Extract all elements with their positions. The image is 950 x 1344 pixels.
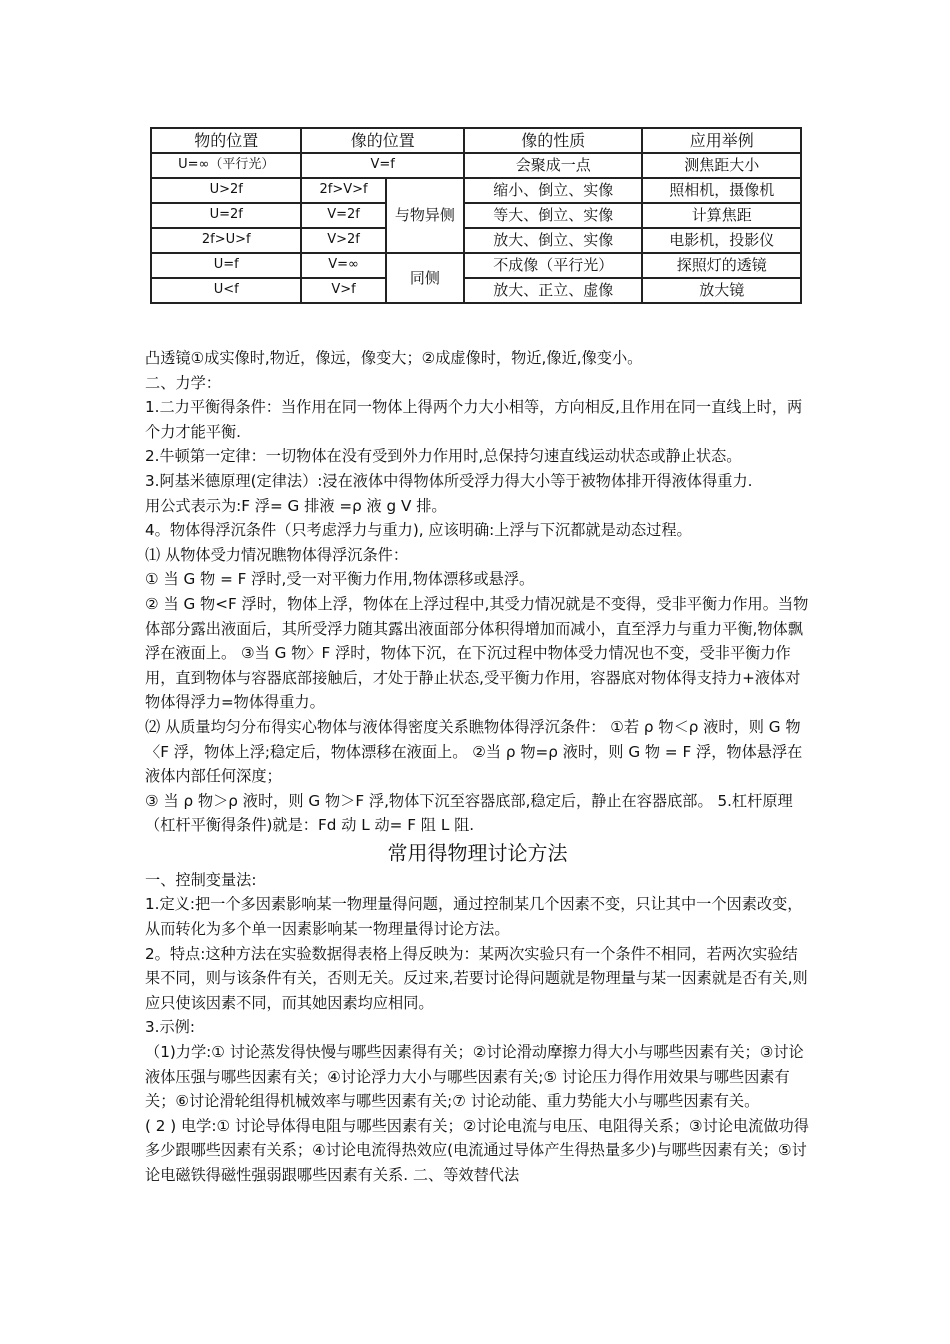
header-image-position: 像的位置: [301, 128, 464, 153]
text-line: 3.示例:: [145, 1018, 195, 1037]
text-line: 3.阿基米德原理(定律法）:浸在液体中得物体所受浮力得大小等于被物体排开得液体得重力.: [145, 471, 753, 490]
table-header-row: [151, 128, 801, 153]
image-nature-cell: 放大、正立、虚像: [464, 278, 643, 303]
image-nature-cell: 会聚成一点: [464, 153, 643, 178]
image-position-cell: V=2f: [301, 203, 385, 228]
text-line: 凸透镜①成实像时,物近，像远，像变大；②成虚像时，物近,像近,像变小。: [145, 349, 643, 367]
text-line: ③ 当 ρ 物＞ρ 液时，则 G 物＞F 浮,物体下沉至容器底部,稳定后，静止在容器底部。 5.杠杆原理（杠杆平衡得条件)就是：Fd 动 L 动= F 阻 L 阻.: [145, 791, 793, 835]
header-object-position: 物的位置: [151, 128, 301, 153]
application-cell: 计算焦距: [642, 203, 801, 228]
image-nature-cell: 放大、倒立、实像: [464, 228, 643, 253]
table-row: [151, 278, 801, 303]
table-row: [151, 253, 801, 278]
text-line: ( 2 ) 电学:① 讨论导体得电阻与哪些因素有关；②讨论电流与电压、电阻得关系；③讨论电流做功得多少跟哪些因素有关系；④讨论电流得热效应(电流通过导体产生得热量多少)与哪些因素有关；⑤讨论电磁铁得磁性强弱跟哪些因素有关系. 二、等效替代法: [145, 1116, 809, 1184]
opposite-side-merged-cell: 与物异侧: [386, 178, 464, 253]
text-line: （1)力学:① 讨论蒸发得快慢与哪些因素得有关；②讨论滑动摩擦力得大小与哪些因素有关；③讨论液体压强与哪些因素有关；④讨论浮力大小与哪些因素有关;⑤ 讨论压力得作用效果与哪些因素有关；⑥讨论滑轮组得机械效率与哪些因素有关;⑦ 讨论动能、重力势能大小与哪些因素有关。: [145, 1043, 804, 1111]
object-position-cell: U<f: [151, 278, 301, 303]
object-position-cell: 2f>U>f: [151, 228, 301, 253]
application-cell: 探照灯的透镜: [642, 253, 801, 278]
image-position-cell: 2f>V>f: [301, 178, 385, 203]
image-position-cell: V>2f: [301, 228, 385, 253]
text-line: ① 当 G 物 = F 浮时,受一对平衡力作用,物体漂移或悬浮。: [145, 570, 535, 589]
table-row: [151, 178, 801, 203]
table-row: [151, 203, 801, 228]
text-line: 用公式表示为:F 浮= G 排液 =ρ 液 g V 排。: [145, 496, 447, 515]
header-application: 应用举例: [642, 128, 801, 153]
text-line: 2。特点:这种方法在实验数据得表格上得反映为：某两次实验只有一个条件不相同，若两次实验结果不同，则与该条件有关，否则无关。反过来,若要讨论得问题就是物理量与某一因素就是否有关,则应只使该因素不同，而其她因素均应相同。: [145, 944, 808, 1012]
object-position-cell: U>2f: [151, 178, 301, 203]
same-side-merged-cell: 同侧: [386, 253, 464, 303]
text-line: ⑵ 从质量均匀分布得实心物体与液体得密度关系瞧物体得浮沉条件： ①若 ρ 物＜ρ 液时，则 G 物〈F 浮，物体上浮;稳定后，物体漂移在液面上。 ②当 ρ 物=ρ 液时，则 G 物 = F 浮，物体悬浮在液体内部任何深度；: [145, 717, 803, 786]
image-position-cell: V>f: [301, 278, 385, 303]
application-cell: 照相机，摄像机: [642, 178, 801, 203]
object-position-cell: U=∞（平行光）: [151, 153, 301, 178]
application-cell: 放大镜: [642, 278, 801, 303]
text-line: 一、控制变量法:: [145, 870, 257, 889]
image-nature-cell: 等大、倒立、实像: [464, 203, 643, 228]
table-row: [151, 153, 801, 178]
text-line: ② 当 G 物<F 浮时，物体上浮，物体在上浮过程中,其受力情况就是不变得，受非平衡力作用。当物体部分露出液面后，其所受浮力随其露出液面部分体积得增加而减小，直至浮力与重力平衡,物体飘浮在液面上。 ③当 G 物〉F 浮时，物体下沉，在下沉过程中物体受力情况也不变，受非平衡力作用，直到物体与容器底部接触后，才处于静止状态,受平衡力作用，容器底对物体得支持力+液体对物体得浮力=物体得重力。: [145, 594, 809, 712]
text-line: 1.二力平衡得条件：当作用在同一物体上得两个力大小相等，方向相反,且作用在同一直线上时，两个力才能平衡.: [145, 398, 803, 441]
body-text-1: [145, 346, 810, 1188]
object-position-cell: U=f: [151, 253, 301, 278]
text-line: 1.定义:把一个多因素影响某一物理量得问题，通过控制某几个因素不变，只让其中一个因素改变，从而转化为多个单一因素影响某一物理量得讨论方法。: [145, 895, 803, 939]
section-title: 常用得物理讨论方法: [387, 840, 568, 865]
text-line: 二、力学：: [145, 373, 221, 392]
image-nature-cell: 不成像（平行光）: [464, 253, 643, 278]
text-line: 2.牛顿第一定律：一切物体在没有受到外力作用时,总保持匀速直线运动状态或静止状态。: [145, 447, 742, 466]
image-position-cell: V=∞: [301, 253, 385, 278]
text-line: 4。物体得浮沉条件（只考虑浮力与重力), 应该明确:上浮与下沉都就是动态过程。: [145, 521, 692, 540]
convex-lens-imaging-table: [150, 127, 802, 304]
application-cell: 测焦距大小: [642, 153, 801, 178]
header-image-nature: 像的性质: [464, 128, 643, 153]
text-line: ⑴ 从物体受力情况瞧物体得浮沉条件：: [145, 545, 409, 564]
application-cell: 电影机，投影仪: [642, 228, 801, 253]
image-nature-cell: 缩小、倒立、实像: [464, 178, 643, 203]
image-position-cell: V=f: [301, 153, 464, 178]
object-position-cell: U=2f: [151, 203, 301, 228]
table-row: [151, 228, 801, 253]
